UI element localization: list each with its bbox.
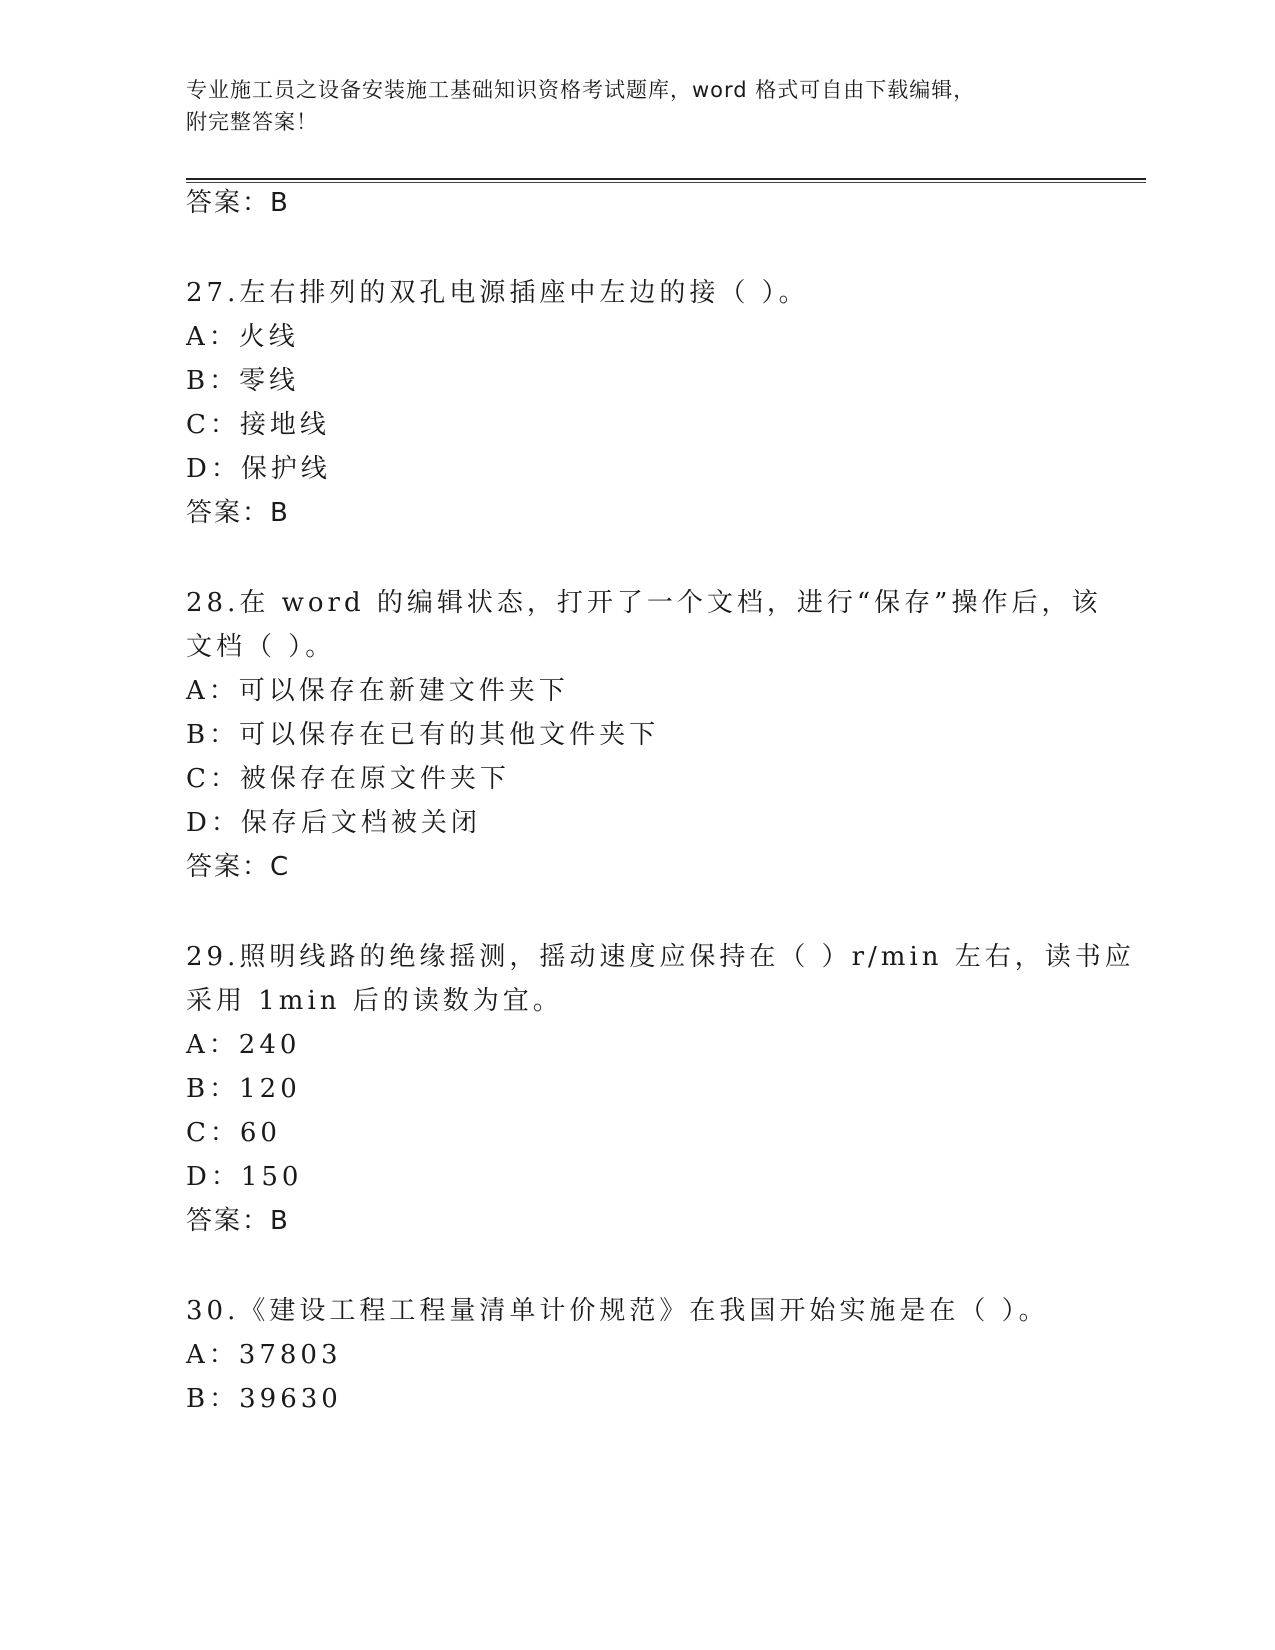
question-27-option-a: A：火线 bbox=[186, 322, 299, 352]
answer-28: 答案：C bbox=[186, 852, 291, 882]
question-28-option-d: D：保存后文档被关闭 bbox=[186, 808, 481, 838]
question-27-option-c: C：接地线 bbox=[186, 410, 330, 440]
question-27-stem: 27.左右排列的双孔电源插座中左边的接（ ）。 bbox=[186, 278, 809, 308]
header-divider-thick bbox=[186, 178, 1146, 180]
question-28-stem-line-2: 文档（ ）。 bbox=[186, 632, 336, 662]
answer-27: 答案：B bbox=[186, 498, 290, 528]
question-29-option-a: A：240 bbox=[186, 1030, 301, 1060]
question-29-option-d: D：150 bbox=[186, 1162, 303, 1192]
question-29-option-c: C：60 bbox=[186, 1118, 281, 1148]
header-divider-thin bbox=[186, 182, 1146, 183]
question-30-stem: 30.《建设工程工程量清单计价规范》在我国开始实施是在（ ）。 bbox=[186, 1296, 1049, 1326]
question-29-option-b: B：120 bbox=[186, 1074, 301, 1104]
question-28-option-b: B：可以保存在已有的其他文件夹下 bbox=[186, 720, 660, 750]
question-30-option-b: B：39630 bbox=[186, 1384, 342, 1414]
answer-29: 答案：B bbox=[186, 1206, 290, 1236]
question-28-option-a: A：可以保存在新建文件夹下 bbox=[186, 676, 569, 706]
header-line-2: 附完整答案！ bbox=[186, 110, 318, 134]
question-28-option-c: C：被保存在原文件夹下 bbox=[186, 764, 510, 794]
answer-26: 答案：B bbox=[186, 188, 290, 218]
header-line-1: 专业施工员之设备安装施工基础知识资格考试题库，word 格式可自由下载编辑， bbox=[186, 78, 976, 102]
question-28-stem-line-1: 28.在 word 的编辑状态，打开了一个文档，进行“保存”操作后，该 bbox=[186, 588, 1102, 618]
question-27-option-b: B：零线 bbox=[186, 366, 300, 396]
question-29-stem-line-2: 采用 1min 后的读数为宜。 bbox=[186, 986, 563, 1016]
question-27-option-d: D：保护线 bbox=[186, 454, 331, 484]
document-header bbox=[186, 74, 1066, 138]
question-30-option-a: A：37803 bbox=[186, 1340, 342, 1370]
question-29-stem-line-1: 29.照明线路的绝缘摇测，摇动速度应保持在（ ）r/min 左右，读书应 bbox=[186, 942, 1135, 972]
